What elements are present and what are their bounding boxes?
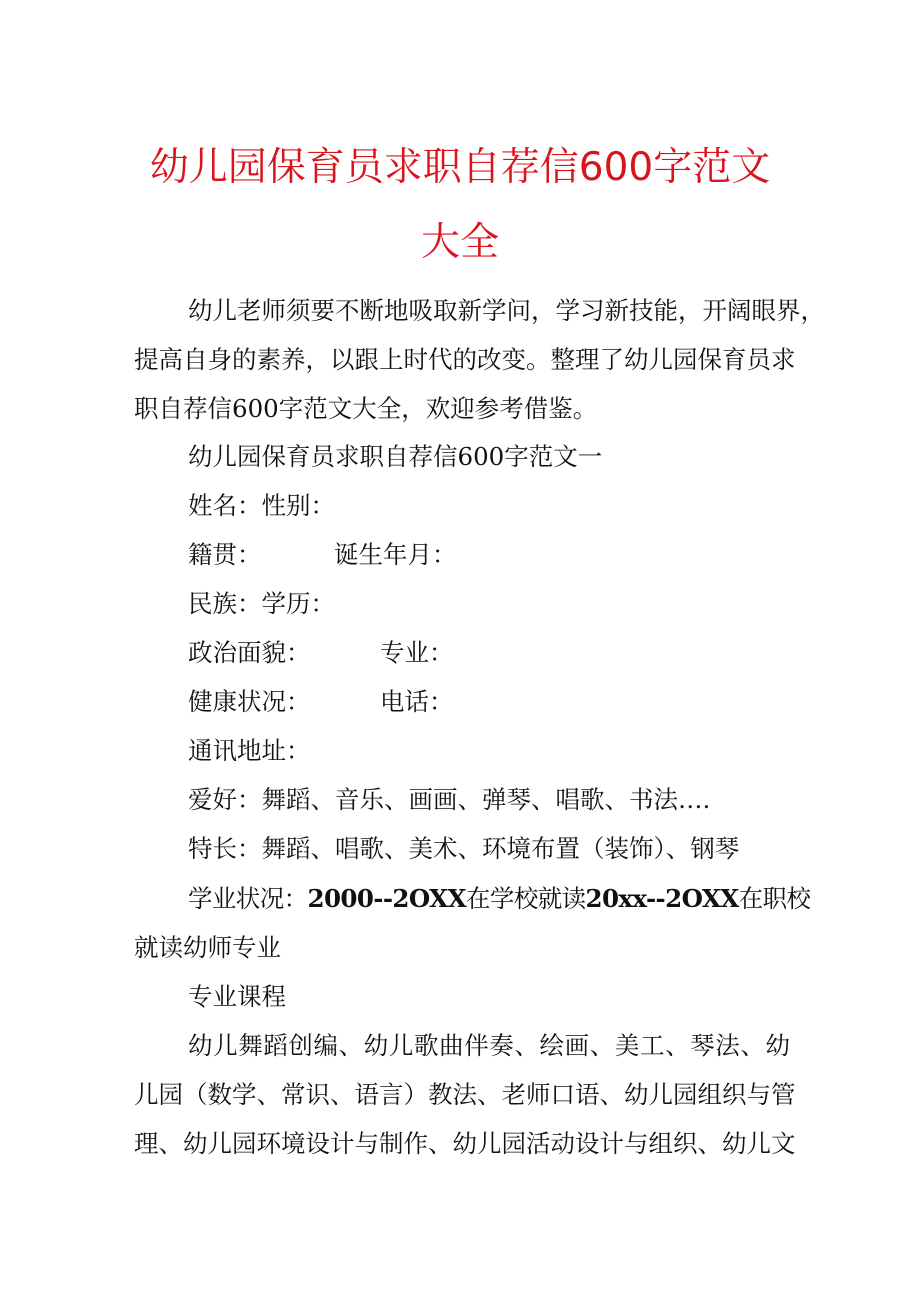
study-label: 学业状况： <box>188 884 308 913</box>
field-address: 通讯地址： <box>188 736 311 765</box>
intro-line-2: 提高自身的素养，以跟上时代的改变。整理了幼儿园保育员求 <box>134 345 796 374</box>
study-period-2: 20xx--2OXX <box>585 884 739 913</box>
courses-line-3: 理、幼儿园环境设计与制作、幼儿园活动设计与组织、幼儿文 <box>134 1129 796 1158</box>
study-text-2: 在职校 <box>738 884 811 913</box>
field-health: 健康状况： <box>188 687 311 716</box>
field-native-place: 籍贯： <box>188 540 262 569</box>
intro-line-3: 职自荐信600字范文大全，欢迎参考借鉴。 <box>134 394 598 423</box>
document-title-line-2: 大全 <box>420 220 499 265</box>
field-name-gender: 姓名：性别： <box>188 491 335 520</box>
courses-heading: 专业课程 <box>188 982 286 1011</box>
courses-line-2: 儿园（数学、常识、语言）教法、老师口语、幼儿园组织与管 <box>134 1080 796 1109</box>
field-political-status: 政治面貌： <box>188 638 311 667</box>
study-text-1: 在学校就读 <box>466 884 586 913</box>
field-ethnic-education: 民族：学历： <box>188 589 335 618</box>
hobby-line: 爱好：舞蹈、音乐、画画、弹琴、唱歌、书法…. <box>188 785 711 814</box>
study-period-1: 2000--2OXX <box>307 884 467 913</box>
study-line-1 <box>188 884 810 914</box>
study-line-2: 就读幼师专业 <box>134 933 281 962</box>
section-heading: 幼儿园保育员求职自荐信600字范文一 <box>188 442 603 471</box>
document-title-line-1: 幼儿园保育员求职自荐信600字范文 <box>149 145 771 190</box>
specialty-line: 特长：舞蹈、唱歌、美术、环境布置（装饰）、钢琴 <box>188 834 740 863</box>
field-phone: 电话： <box>380 687 454 716</box>
courses-line-1: 幼儿舞蹈创编、幼儿歌曲伴奏、绘画、美工、琴法、幼 <box>188 1031 790 1060</box>
field-major: 专业： <box>380 638 454 667</box>
field-birth-date: 诞生年月： <box>334 540 457 569</box>
intro-line-1: 幼儿老师须要不断地吸取新学问，学习新技能，开阔眼界， <box>188 296 825 325</box>
